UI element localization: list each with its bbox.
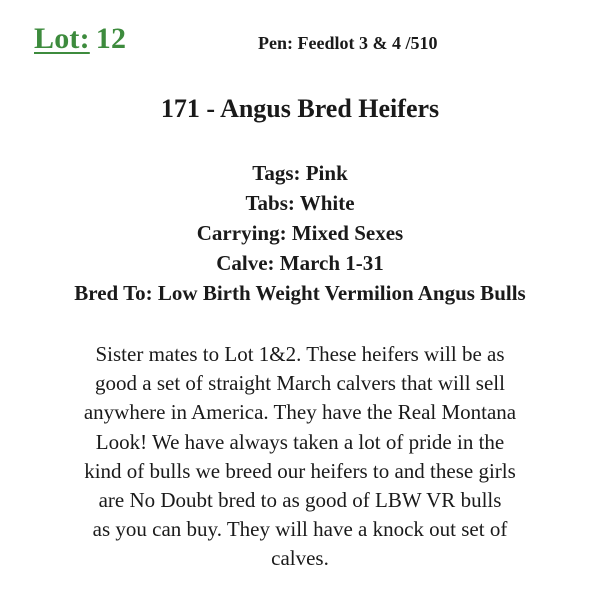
description-line: Sister mates to Lot 1&2. These heifers will be as (95, 342, 505, 366)
lot-title: 171 - Angus Bred Heifers (160, 94, 440, 123)
lot-label: Lot: (34, 22, 90, 55)
description-line: good a set of straight March calvers that will sell (95, 371, 505, 396)
detail-tags: Tags: Pink (252, 161, 348, 185)
detail-tabs: Tabs: White (245, 191, 355, 215)
description-line: are No Doubt bred to as good of LBW VR bulls (98, 488, 502, 513)
description-line: anywhere in America. They have the Real Montana (83, 400, 517, 425)
lot-number: 12 (95, 22, 127, 55)
description-line: Look! We have always taken a lot of pride in the (95, 429, 505, 454)
description-line: as you can buy. They will have a knock out set of (92, 517, 508, 542)
detail-bred-to: Bred To: Low Birth Weight Vermilion Angus Bulls (74, 281, 526, 305)
lot-description (22, 340, 578, 574)
pen-info: Pen: Feedlot 3 & 4 /510 (258, 33, 438, 53)
detail-calve: Calve: March 1-31 (216, 251, 384, 275)
lot-heading (34, 22, 126, 56)
lot-details (0, 158, 600, 308)
description-line: calves. (271, 546, 329, 571)
description-line: kind of bulls we breed our heifers to and these girls (84, 458, 516, 483)
detail-carrying: Carrying: Mixed Sexes (196, 221, 404, 245)
